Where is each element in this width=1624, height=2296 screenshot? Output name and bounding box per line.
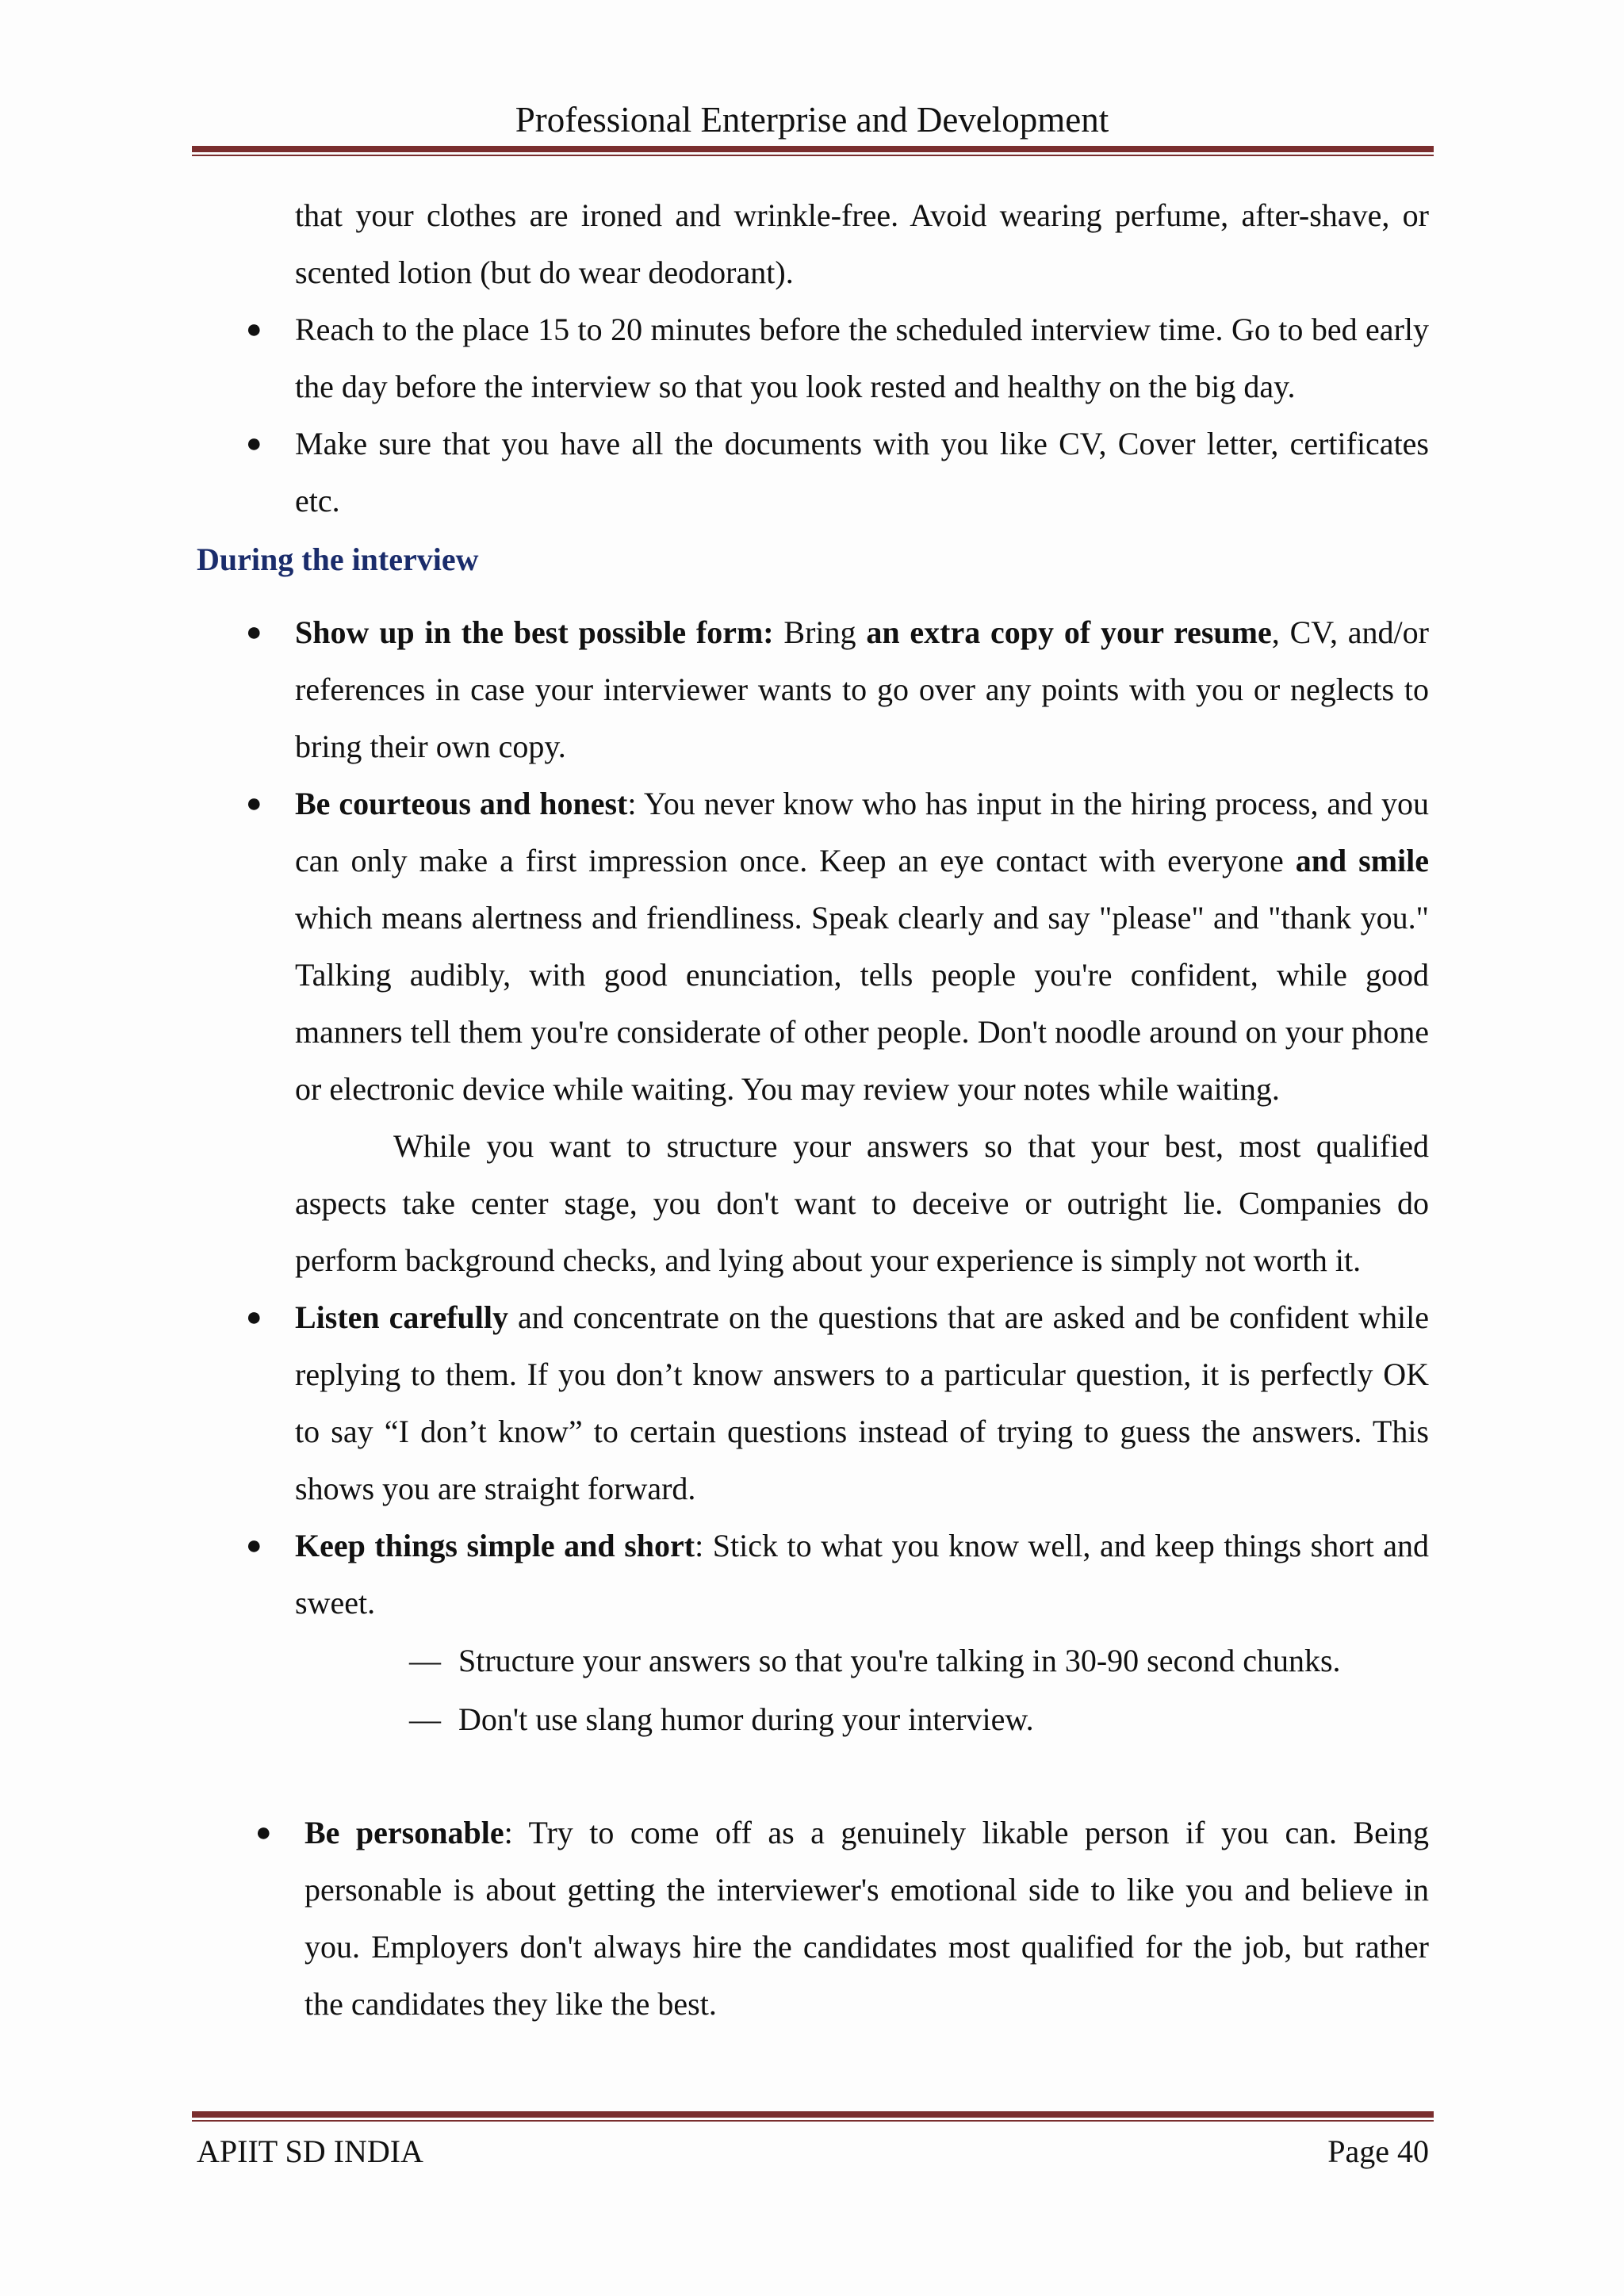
bullet-icon: ● (246, 618, 262, 647)
bullet-icon: ● (246, 789, 262, 818)
item-lead: Listen carefully (295, 1299, 508, 1335)
item-lead: Be personable (304, 1815, 504, 1850)
item-text: : You never know who has input in the hiring process, and you can only make a first impression once. Keep an eye contact with everyone (295, 786, 1430, 878)
item-lead: Show up in the best possible form: (295, 614, 774, 650)
sub-list-item (409, 1690, 1429, 1749)
sub-list-item (409, 1632, 1429, 1690)
list-item (255, 1804, 1429, 2033)
page-number: Page 40 (1327, 2133, 1429, 2169)
bullet-icon: ● (246, 429, 262, 458)
item-text: : Try to come off as a genuinely likable person if you can. Being personable is about getting the interviewer's emotional side to like you and believe in you. Employers don't always hire the candidates most qualified for the job, but rather the candidates they like the best. (304, 1815, 1429, 2022)
item-text: : Stick to what you know well, and keep things short and sweet. (295, 1528, 1429, 1621)
item-lead: Be courteous and honest (295, 786, 628, 821)
list-item (246, 775, 1430, 1289)
section-heading: During the interview (197, 541, 479, 577)
item-emphasis: an extra copy of your resume (866, 614, 1272, 650)
personable-tip (255, 1804, 1429, 2033)
list-item-text: Make sure that you have all the documents with you like CV, Cover letter, certificates etc. (295, 426, 1429, 519)
bullet-icon: ● (255, 1818, 272, 1847)
page-header-title: Professional Enterprise and Development (515, 100, 1109, 140)
sub-list-item-text: Structure your answers so that you're talking in 30-90 second chunks. (458, 1643, 1341, 1678)
footer-organization: APIIT SD INDIA (197, 2133, 423, 2169)
intro-bullet-list (246, 301, 1429, 530)
item-text: Bring (773, 614, 867, 650)
dash-icon: — (409, 1643, 441, 1678)
bullet-icon: ● (246, 315, 262, 344)
continuation-paragraph: that your clothes are ironed and wrinkle-free. Avoid wearing perfume, after-shave, or scented lotion (but do wear deodorant). (295, 197, 1429, 290)
item-text: which means alertness and friendliness. Speak clearly and say "please" and "thank you." Talking audibly, with good enunciation, tells people you're confident, while good manners tell them you're considerate of other people. Don't noodle around on your phone or electronic device while waiting. You may review your notes while waiting. (295, 900, 1429, 1107)
item-text: , CV, and/or references in case your interviewer wants to go over any points with you or neglects to bring their own copy. (295, 614, 1429, 764)
item-emphasis: and smile (1295, 843, 1429, 878)
list-item (246, 1289, 1429, 1517)
sub-list (295, 1632, 1429, 1749)
interview-tips-list (246, 604, 1430, 1749)
list-item (246, 301, 1429, 415)
item-extra-paragraph: While you want to structure your answers so that your best, most qualified aspects take center stage, you don't want to deceive or outright lie. Companies do perform background checks, and lying about your experience is simply not worth it. (295, 1128, 1429, 1278)
dash-icon: — (409, 1701, 441, 1737)
bullet-icon: ● (246, 1303, 262, 1332)
list-item (246, 604, 1429, 775)
list-item-text: Reach to the place 15 to 20 minutes before the scheduled interview time. Go to bed early the day before the interview so that you look rested and healthy on the big day. (295, 312, 1429, 404)
sub-list-item-text: Don't use slang humor during your interview. (458, 1701, 1034, 1737)
header-rule (192, 146, 1434, 156)
intro-section (246, 187, 1429, 530)
list-item (246, 415, 1429, 530)
item-text: and concentrate on the questions that are asked and be confident while replying to them. If you don’t know answers to a particular question, it is perfectly OK to say “I don’t know” to certain questions instead of trying to guess the answers. This shows you are straight forward. (295, 1299, 1429, 1506)
bullet-icon: ● (246, 1531, 262, 1560)
item-lead: Keep things simple and short (295, 1528, 695, 1563)
footer-rule (192, 2111, 1434, 2122)
list-item (246, 1517, 1429, 1749)
